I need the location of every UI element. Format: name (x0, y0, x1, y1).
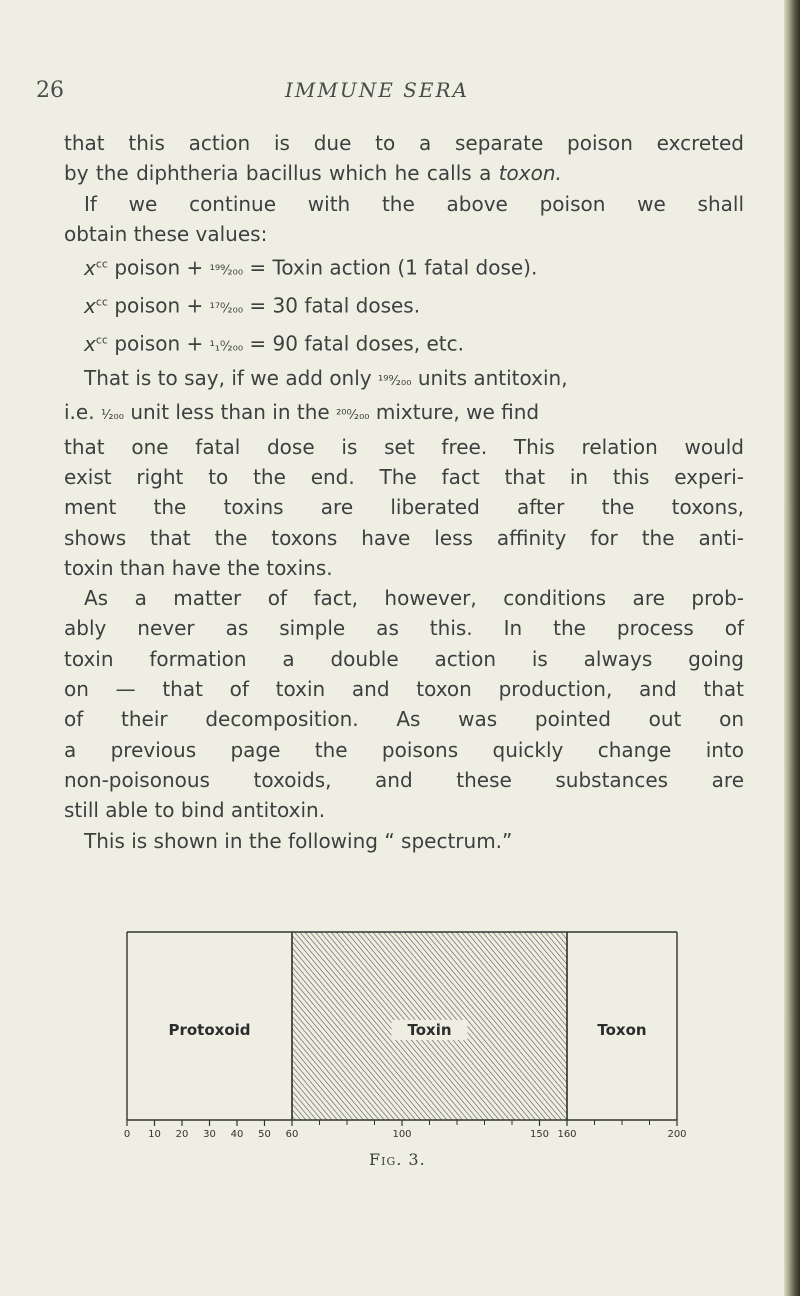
segment-label: Protoxoid (168, 1021, 251, 1039)
text-line: exist right to the end. The fact that in this experi- (64, 464, 744, 489)
text-line: i.e. ¹⁄₂₀₀ unit less than in the ²⁰⁰⁄₂₀₀ mixture, we find (64, 400, 540, 425)
text-line: This is shown in the following “ spectrum.” (84, 828, 513, 853)
toxon-term: toxon. (498, 161, 562, 186)
text-line: ment the toxins are liberated after the toxons, (64, 495, 744, 520)
tick-label: 30 (203, 1129, 216, 1140)
equation-fraction: ¹⁷⁰⁄₂₀₀ (209, 301, 244, 317)
text-line: That is to say, if we add only ¹⁹⁹⁄₂₀₀ units antitoxin, (84, 366, 568, 391)
page-number: 26 (36, 78, 64, 103)
text-line: of their decomposition. As was pointed out on (64, 707, 744, 732)
segment-label: Toxin (407, 1021, 452, 1039)
tick-label: 0 (123, 1129, 131, 1140)
text-line: that this action is due to a separate poison excreted (64, 131, 744, 155)
tick-label: 60 (285, 1129, 299, 1140)
tick-label: 10 (148, 1129, 161, 1140)
body-text (64, 128, 744, 856)
text-line: that one fatal dose is set free. This relation would (64, 434, 744, 459)
text-line: shows that the toxons have less affinity for the anti- (64, 525, 744, 550)
text-line: As a matter of fact, however, conditions are prob- (84, 586, 744, 611)
text-line: a previous page the poisons quickly change into (64, 737, 744, 762)
text-line: on — that of toxin and toxon production, and that (64, 677, 744, 702)
formula-var: $x^{cc}$ (84, 331, 108, 356)
inline-fraction: ²⁰⁰⁄₂₀₀ (336, 408, 370, 424)
text-line: ably never as simple as this. In the process of (64, 616, 744, 641)
inline-fraction: ¹⁄₂₀₀ (100, 408, 124, 424)
book-spine-edge (784, 0, 800, 1296)
inline-fraction: ¹⁹⁹⁄₂₀₀ (378, 374, 412, 390)
tick-label: 200 (667, 1129, 686, 1140)
equation-line: $x^{cc}$ poison + ¹₁⁰⁄₂₀₀ = 90 fatal doses, etc. (84, 331, 464, 356)
running-head: IMMUNE SERA (285, 78, 469, 102)
tick-label: 160 (557, 1129, 577, 1140)
equation-line: $x^{cc}$ poison + ¹⁹⁹⁄₂₀₀ = Toxin action (1 fatal dose). (84, 255, 538, 280)
tick-label: 20 (175, 1129, 189, 1140)
spectrum-chart (120, 930, 686, 1150)
formula-var: $x^{cc}$ (84, 293, 108, 318)
text-line: still able to bind antitoxin. (64, 798, 326, 823)
text-line: toxin than have the toxins. (64, 555, 333, 580)
tick-label: 100 (392, 1129, 412, 1140)
equation-fraction: ¹₁⁰⁄₂₀₀ (209, 339, 244, 355)
text-line: by the diphtheria bacillus which he calls a toxon. (64, 161, 562, 186)
formula-var: $x^{cc}$ (84, 255, 108, 280)
spectrum-figure (120, 930, 686, 1150)
text-line: If we continue with the above poison we shall (84, 191, 744, 216)
segment-label: Toxon (597, 1021, 647, 1039)
figure-caption: Fig. 3. (369, 1150, 426, 1169)
text-line: non-poisonous toxoids, and these substances are (64, 767, 744, 792)
text-line: obtain these values: (64, 221, 268, 246)
equation-fraction: ¹⁹⁹⁄₂₀₀ (209, 263, 244, 279)
text-line: toxin formation a double action is always going (64, 646, 744, 671)
tick-label: 40 (230, 1129, 244, 1140)
tick-label: 50 (258, 1129, 271, 1140)
tick-label: 150 (529, 1129, 550, 1140)
equation-line: $x^{cc}$ poison + ¹⁷⁰⁄₂₀₀ = 30 fatal doses. (84, 293, 421, 318)
